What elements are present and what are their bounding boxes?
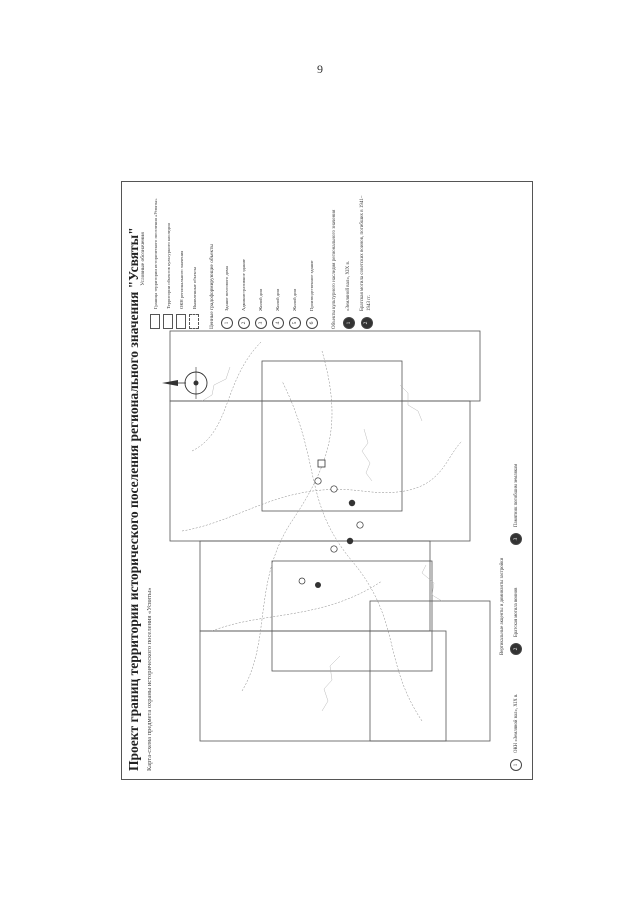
protected-label: Братская могила советских воинов, погибших в 1941–1943 гг.	[360, 195, 372, 311]
heritage-label: Производственное здание	[309, 260, 315, 311]
protected-title: Объекты культурного наследия регионального значения	[331, 209, 337, 329]
map-tile	[200, 541, 430, 631]
road-line	[182, 441, 462, 531]
map-sheet	[121, 181, 533, 780]
protected-number: 1	[343, 317, 355, 329]
protected-item	[360, 189, 373, 329]
terrain-line	[322, 656, 340, 711]
protected-block	[332, 189, 374, 329]
map-rotated-content	[122, 182, 534, 781]
object-marker	[299, 578, 305, 584]
protected-item	[343, 189, 355, 329]
heritage-number: 1	[221, 317, 233, 329]
protected-number: 2	[361, 317, 373, 329]
legend-item	[176, 189, 186, 329]
object-marker	[331, 546, 337, 552]
heritage-label: Административное здание	[241, 259, 247, 311]
bottom-legend-item	[510, 588, 522, 655]
map-legend	[128, 189, 528, 329]
object-marker	[347, 538, 353, 544]
heritage-item	[306, 189, 318, 329]
heritage-item	[289, 189, 301, 329]
legend-swatch	[189, 314, 199, 329]
heritage-number: 6	[306, 317, 318, 329]
heritage-label: Жилой дом	[292, 288, 298, 311]
legend-label: Выявленные объекты	[191, 266, 197, 309]
legend-swatch	[150, 314, 160, 329]
heritage-title: Ценные градоформирующие объекты	[209, 244, 215, 329]
page-number: 9	[317, 62, 323, 76]
heritage-item	[221, 189, 233, 329]
bottom-legend-label: Памятник погибшим землякам	[513, 463, 519, 527]
legend-item	[189, 189, 199, 329]
legend-label: ОКН регионального значения	[178, 250, 184, 309]
heritage-label: Здание почтового дома	[224, 266, 230, 311]
object-marker	[315, 582, 321, 588]
legend-title: Условные обозначения	[140, 232, 146, 286]
legend-label: Территории объектов культурного наследия	[165, 223, 171, 309]
heritage-number: 2	[238, 317, 250, 329]
heritage-item	[272, 189, 284, 329]
map-tile	[170, 331, 480, 401]
north-arrow-icon	[160, 363, 212, 403]
heritage-item	[238, 189, 250, 329]
object-marker	[331, 486, 337, 492]
legend-item	[163, 189, 173, 329]
legend-swatch	[163, 314, 173, 329]
heritage-number: 4	[272, 317, 284, 329]
object-marker	[318, 460, 325, 467]
bottom-legend-number: 3	[510, 533, 522, 545]
map-subtitle: Карта-схема предмета охраны исторического поселения «Усвяты»	[146, 587, 153, 771]
road-line	[242, 351, 332, 691]
object-marker	[315, 478, 321, 484]
object-marker	[349, 500, 355, 506]
map-tile	[272, 561, 432, 671]
bottom-legend-number: 2	[510, 643, 522, 655]
protected-label: «Земляной вал», XIX в.	[346, 260, 352, 311]
road-line	[282, 381, 422, 721]
heritage-item	[255, 189, 267, 329]
bottom-legend-label: ОКН «Земляной вал», XIX в.	[513, 693, 519, 753]
bottom-legend-item	[510, 464, 522, 545]
heritage-number: 3	[255, 317, 267, 329]
legend-item	[150, 189, 160, 329]
bottom-legend-label: Братская могила воинов	[513, 587, 519, 637]
map-tile	[200, 631, 446, 741]
bottom-legend-note	[500, 558, 505, 655]
bottom-legend	[500, 335, 530, 775]
map-title: Проект границ территории исторического поселения регионального значения "Усвяты"	[126, 227, 141, 771]
bottom-legend-number: 1	[510, 759, 522, 771]
heritage-number: 5	[289, 317, 301, 329]
terrain-line	[400, 385, 422, 421]
bottom-legend-item	[510, 694, 522, 771]
bottom-legend-note-text: Вертикальные акценты и доминанты застройки	[500, 557, 505, 655]
legend-label: Граница территории исторического поселения «Усвяты»	[152, 198, 158, 309]
heritage-label: Жилой дом	[258, 288, 264, 311]
legend-swatch	[176, 314, 186, 329]
heritage-label: Жилой дом	[275, 288, 281, 311]
road-line	[212, 581, 382, 631]
terrain-line	[362, 429, 372, 481]
object-marker	[357, 522, 363, 528]
